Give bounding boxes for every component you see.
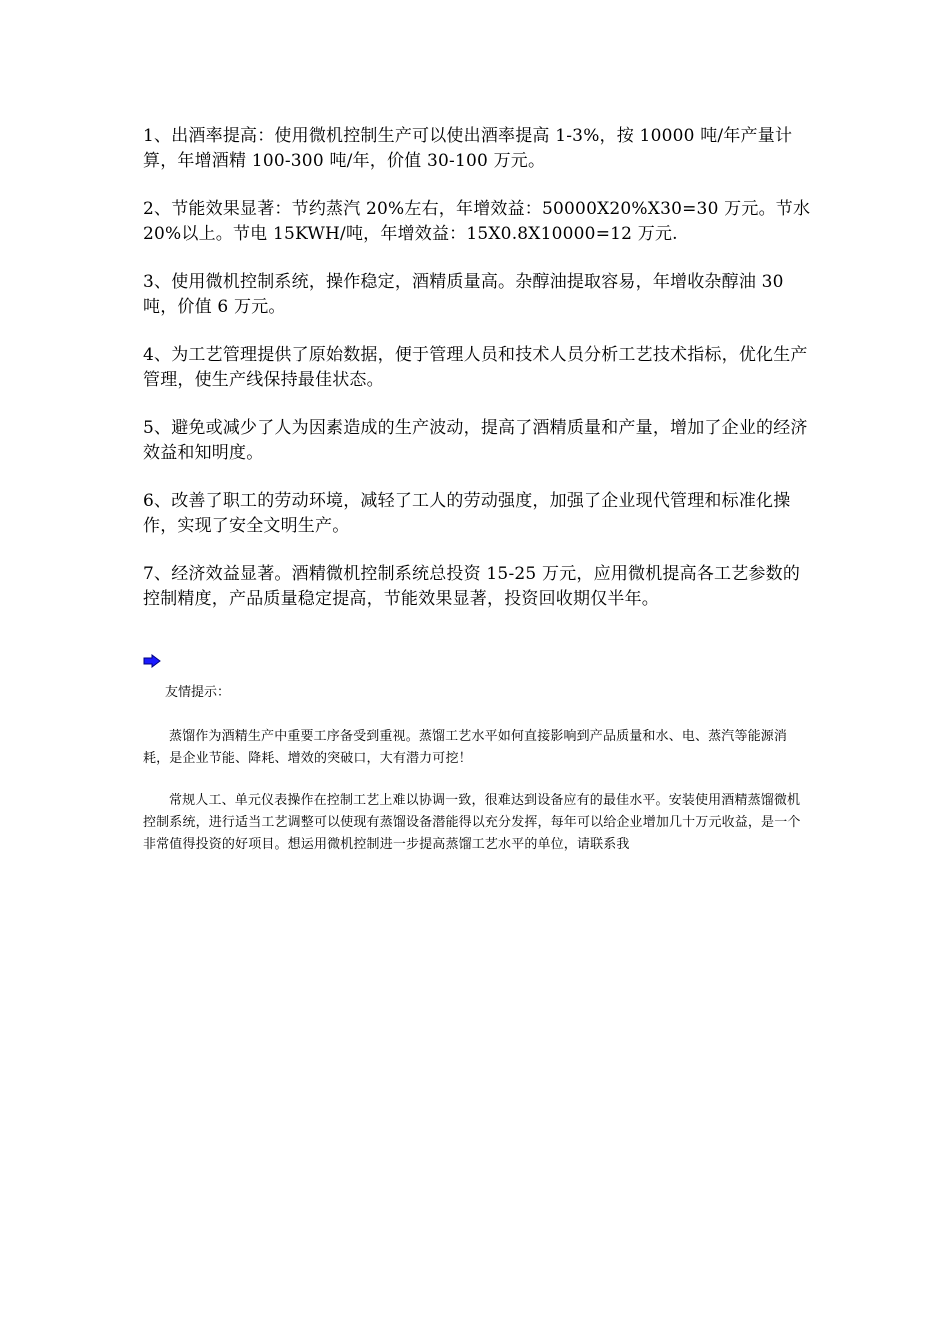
benefit-item-3: 3、使用微机控制系统，操作稳定，酒精质量高。杂醇油提取容易，年增收杂醇油 30 吨，价值 6 万元。 [143,272,784,317]
right-arrow-icon [143,654,161,668]
friendly-tip-section [143,684,803,876]
benefit-item-4: 4、为工艺管理提供了原始数据，便于管理人员和技术人员分析工艺技术指标，优化生产管理，使生产线保持最佳状态。 [143,345,808,390]
benefit-item-6: 6、改善了职工的劳动环境，减轻了工人的劳动强度，加强了企业现代管理和标准化操作，实现了安全文明生产。 [143,491,791,536]
benefit-item-5: 5、避免或减少了人为因素造成的生产波动，提高了酒精质量和产量，增加了企业的经济效益和知明度。 [143,418,808,463]
benefit-item-1: 1、出酒率提高：使用微机控制生产可以使出酒率提高 1-3%，按 10000 吨/年产量计算，年增酒精 100-300 吨/年，价值 30-100 万元。 [143,126,793,171]
tip-paragraph-2: 常规人工、单元仪表操作在控制工艺上难以协调一致，很难达到设备应有的最佳水平。安装使用酒精蒸馏微机控制系统，进行适当工艺调整可以使现有蒸馏设备潜能得以充分发挥，每年可以给企业增加几十万元收益，是一个非常值得投资的好项目。想运用微机控制进一步提高蒸馏工艺水平的单位，请联系我 [143,793,801,852]
benefits-list [143,124,813,635]
tip-paragraph-1: 蒸馏作为酒精生产中重要工序备受到重视。蒸馏工艺水平如何直接影响到产品质量和水、电、蒸汽等能源消耗，是企业节能、降耗、增效的突破口，大有潜力可挖！ [143,729,788,766]
benefit-item-7: 7、经济效益显著。酒精微机控制系统总投资 15-25 万元，应用微机提高各工艺参数的控制精度，产品质量稳定提高，节能效果显著，投资回收期仅半年。 [143,564,801,609]
benefit-item-2: 2、节能效果显著：节约蒸汽 20%左右，年增效益：50000X20%X30=30 万元。节水 20%以上。节电 15KWH/吨，年增效益：15X0.8X10000=12 万元. [143,199,811,244]
tip-title: 友情提示： [165,685,231,700]
